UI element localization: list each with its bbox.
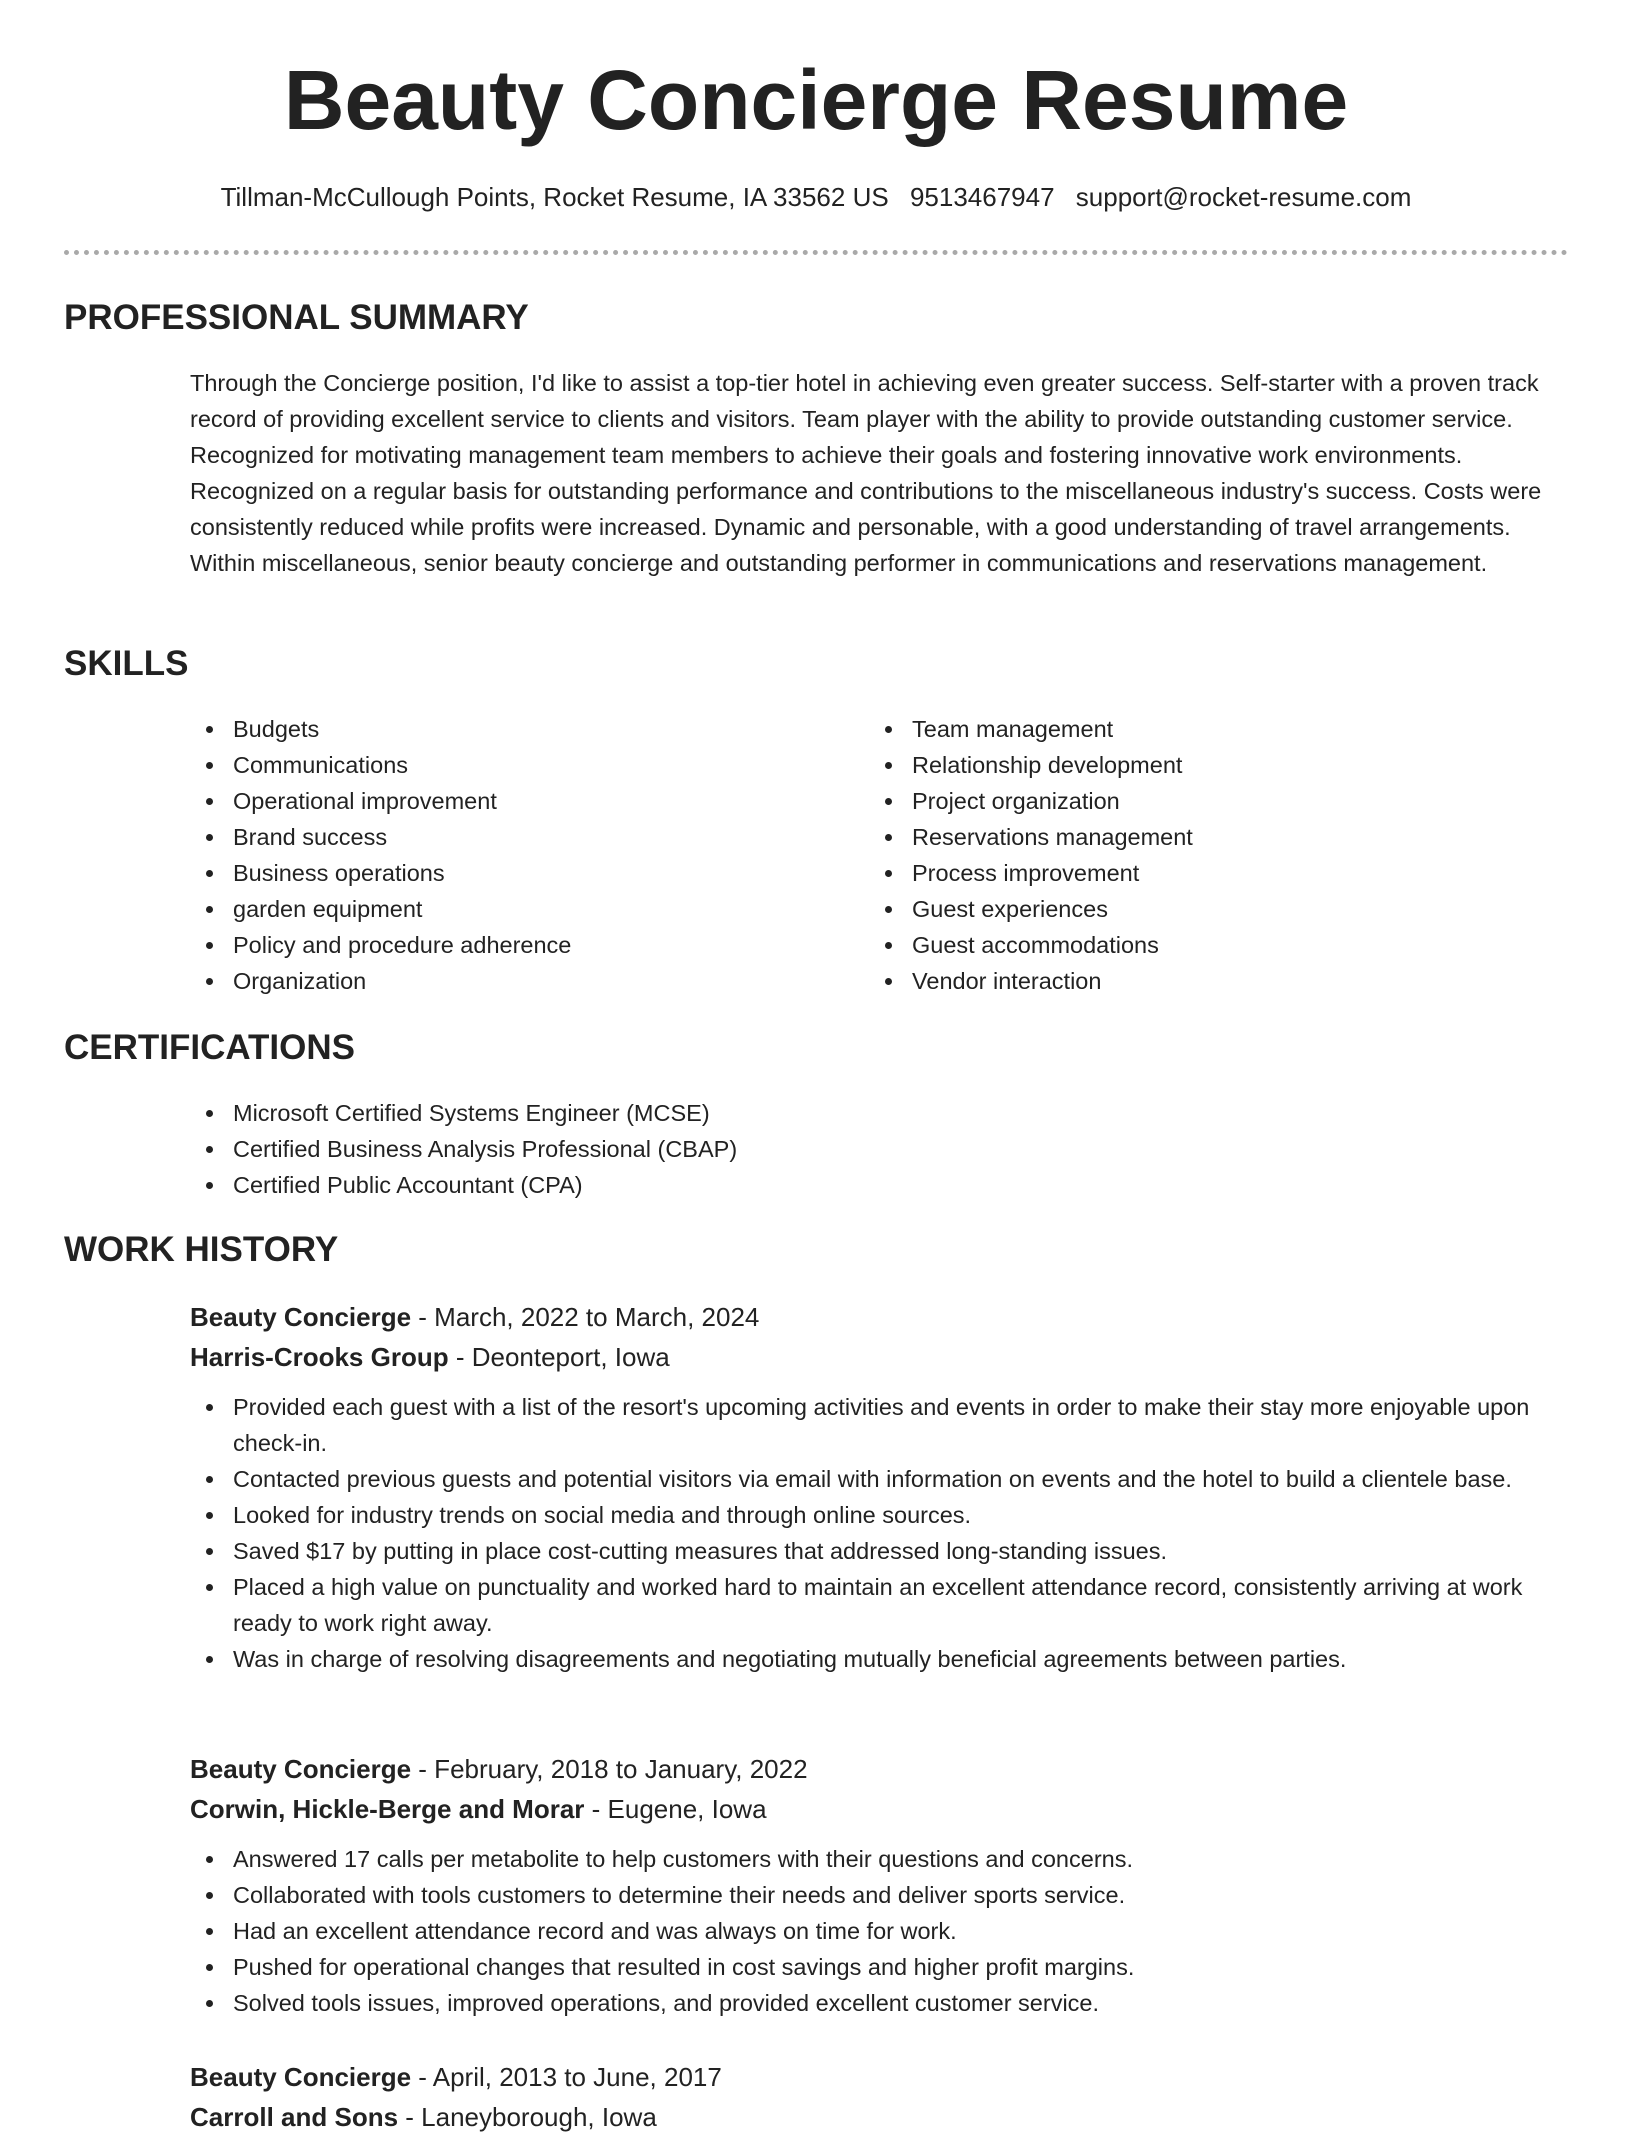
skill-item: Reservations management bbox=[869, 819, 1509, 855]
section-title-summary: PROFESSIONAL SUMMARY bbox=[64, 298, 529, 337]
job-location: - Deonteport, Iowa bbox=[448, 1342, 670, 1372]
job-bullet: Contacted previous guests and potential visitors via email with information on events and the hotel to build a clientele base. bbox=[190, 1461, 1570, 1497]
skill-item: Relationship development bbox=[869, 747, 1509, 783]
skill-item: Team management bbox=[869, 711, 1509, 747]
skill-item: Process improvement bbox=[869, 855, 1509, 891]
skill-item: Policy and procedure adherence bbox=[190, 927, 830, 963]
job-dates: - February, 2018 to January, 2022 bbox=[411, 1754, 808, 1784]
job-company-line bbox=[190, 1789, 1570, 1829]
job-bullet: Placed a high value on punctuality and worked hard to maintain an excellent attendance record, consistently arriving at work ready to work right away. bbox=[190, 1569, 1570, 1641]
contact-address: Tillman-McCullough Points, Rocket Resume, IA 33562 US bbox=[220, 182, 889, 212]
job-dates: - March, 2022 to March, 2024 bbox=[411, 1302, 760, 1332]
skill-item: Brand success bbox=[190, 819, 830, 855]
job-title-line bbox=[190, 1297, 1570, 1337]
section-title-certifications: CERTIFICATIONS bbox=[64, 1028, 356, 1067]
skill-item: Operational improvement bbox=[190, 783, 830, 819]
section-title-work-history: WORK HISTORY bbox=[64, 1230, 339, 1269]
skill-item: Business operations bbox=[190, 855, 830, 891]
certification-item: Microsoft Certified Systems Engineer (MCSE) bbox=[190, 1095, 1090, 1131]
skill-item: Guest experiences bbox=[869, 891, 1509, 927]
certification-item: Certified Public Accountant (CPA) bbox=[190, 1167, 1090, 1203]
job-position: Beauty Concierge bbox=[190, 2062, 412, 2092]
job-bullets bbox=[190, 1841, 1570, 2021]
header-divider bbox=[64, 250, 1568, 255]
skill-item: Budgets bbox=[190, 711, 830, 747]
certifications-list bbox=[190, 1095, 1090, 1203]
certifications-block bbox=[190, 1095, 1090, 1203]
job-bullet: Had an excellent attendance record and was always on time for work. bbox=[190, 1913, 1570, 1949]
job-location: - Laneyborough, Iowa bbox=[398, 2102, 657, 2132]
job-company: Corwin, Hickle-Berge and Morar bbox=[190, 1794, 585, 1824]
job-title-line bbox=[190, 2057, 1570, 2097]
job-bullet: Solved tools issues, improved operations, and provided excellent customer service. bbox=[190, 1985, 1570, 2021]
job-bullet: Was in charge of resolving disagreements and negotiating mutually beneficial agreements between parties. bbox=[190, 1641, 1570, 1677]
skills-list-right bbox=[869, 711, 1509, 999]
job-title-line bbox=[190, 1749, 1570, 1789]
job-bullet: Provided each guest with a list of the resort's upcoming activities and events in order to make their stay more enjoyable upon check-in. bbox=[190, 1389, 1570, 1461]
job-company-line bbox=[190, 2097, 1570, 2137]
job-entry bbox=[190, 1749, 1570, 2021]
skill-item: Organization bbox=[190, 963, 830, 999]
skill-item: Communications bbox=[190, 747, 830, 783]
skill-item: Guest accommodations bbox=[869, 927, 1509, 963]
job-dates: - April, 2013 to June, 2017 bbox=[411, 2062, 722, 2092]
skill-item: Project organization bbox=[869, 783, 1509, 819]
skills-column-left bbox=[190, 711, 830, 999]
summary-text: Through the Concierge position, I'd like to assist a top-tier hotel in achieving even greater success. Self-starter with a proven track record of providing excellent service to clients and visitors. Team player with the ability to provide outstanding customer service. Recognized for motivating management team members to achieve their goals and fostering innovative work environments. Recognized on a regular basis for outstanding performance and contributions to the miscellaneous industry's success. Costs were consistently reduced while profits were increased. Dynamic and personable, with a good understanding of travel arrangements. Within miscellaneous, senior beauty concierge and outstanding performer in communications and reservations management. bbox=[190, 370, 1542, 576]
job-position: Beauty Concierge bbox=[190, 1754, 412, 1784]
job-company-line bbox=[190, 1337, 1570, 1377]
job-bullets bbox=[190, 1389, 1570, 1677]
job-company: Harris-Crooks Group bbox=[190, 1342, 449, 1372]
job-bullet: Answered 17 calls per metabolite to help customers with their questions and concerns. bbox=[190, 1841, 1570, 1877]
job-entry bbox=[190, 2057, 1570, 2137]
job-location: - Eugene, Iowa bbox=[584, 1794, 767, 1824]
skills-list-left bbox=[190, 711, 830, 999]
section-title-skills: SKILLS bbox=[64, 644, 189, 683]
page-title: Beauty Concierge Resume bbox=[283, 53, 1349, 147]
skill-item: Vendor interaction bbox=[869, 963, 1509, 999]
job-entry bbox=[190, 1297, 1570, 1677]
job-bullet: Looked for industry trends on social media and through online sources. bbox=[190, 1497, 1570, 1533]
job-position: Beauty Concierge bbox=[190, 1302, 412, 1332]
job-company: Carroll and Sons bbox=[190, 2102, 399, 2132]
contact-phone: 9513467947 bbox=[909, 182, 1055, 212]
job-bullet: Saved $17 by putting in place cost-cutting measures that addressed long-standing issues. bbox=[190, 1533, 1570, 1569]
job-bullet: Collaborated with tools customers to determine their needs and deliver sports service. bbox=[190, 1877, 1570, 1913]
job-bullet: Pushed for operational changes that resulted in cost savings and higher profit margins. bbox=[190, 1949, 1570, 1985]
skills-column-right bbox=[869, 711, 1509, 999]
contact-email: support@rocket-resume.com bbox=[1075, 182, 1412, 212]
contact-line bbox=[0, 182, 1632, 213]
skill-item: garden equipment bbox=[190, 891, 830, 927]
certification-item: Certified Business Analysis Professional (CBAP) bbox=[190, 1131, 1090, 1167]
